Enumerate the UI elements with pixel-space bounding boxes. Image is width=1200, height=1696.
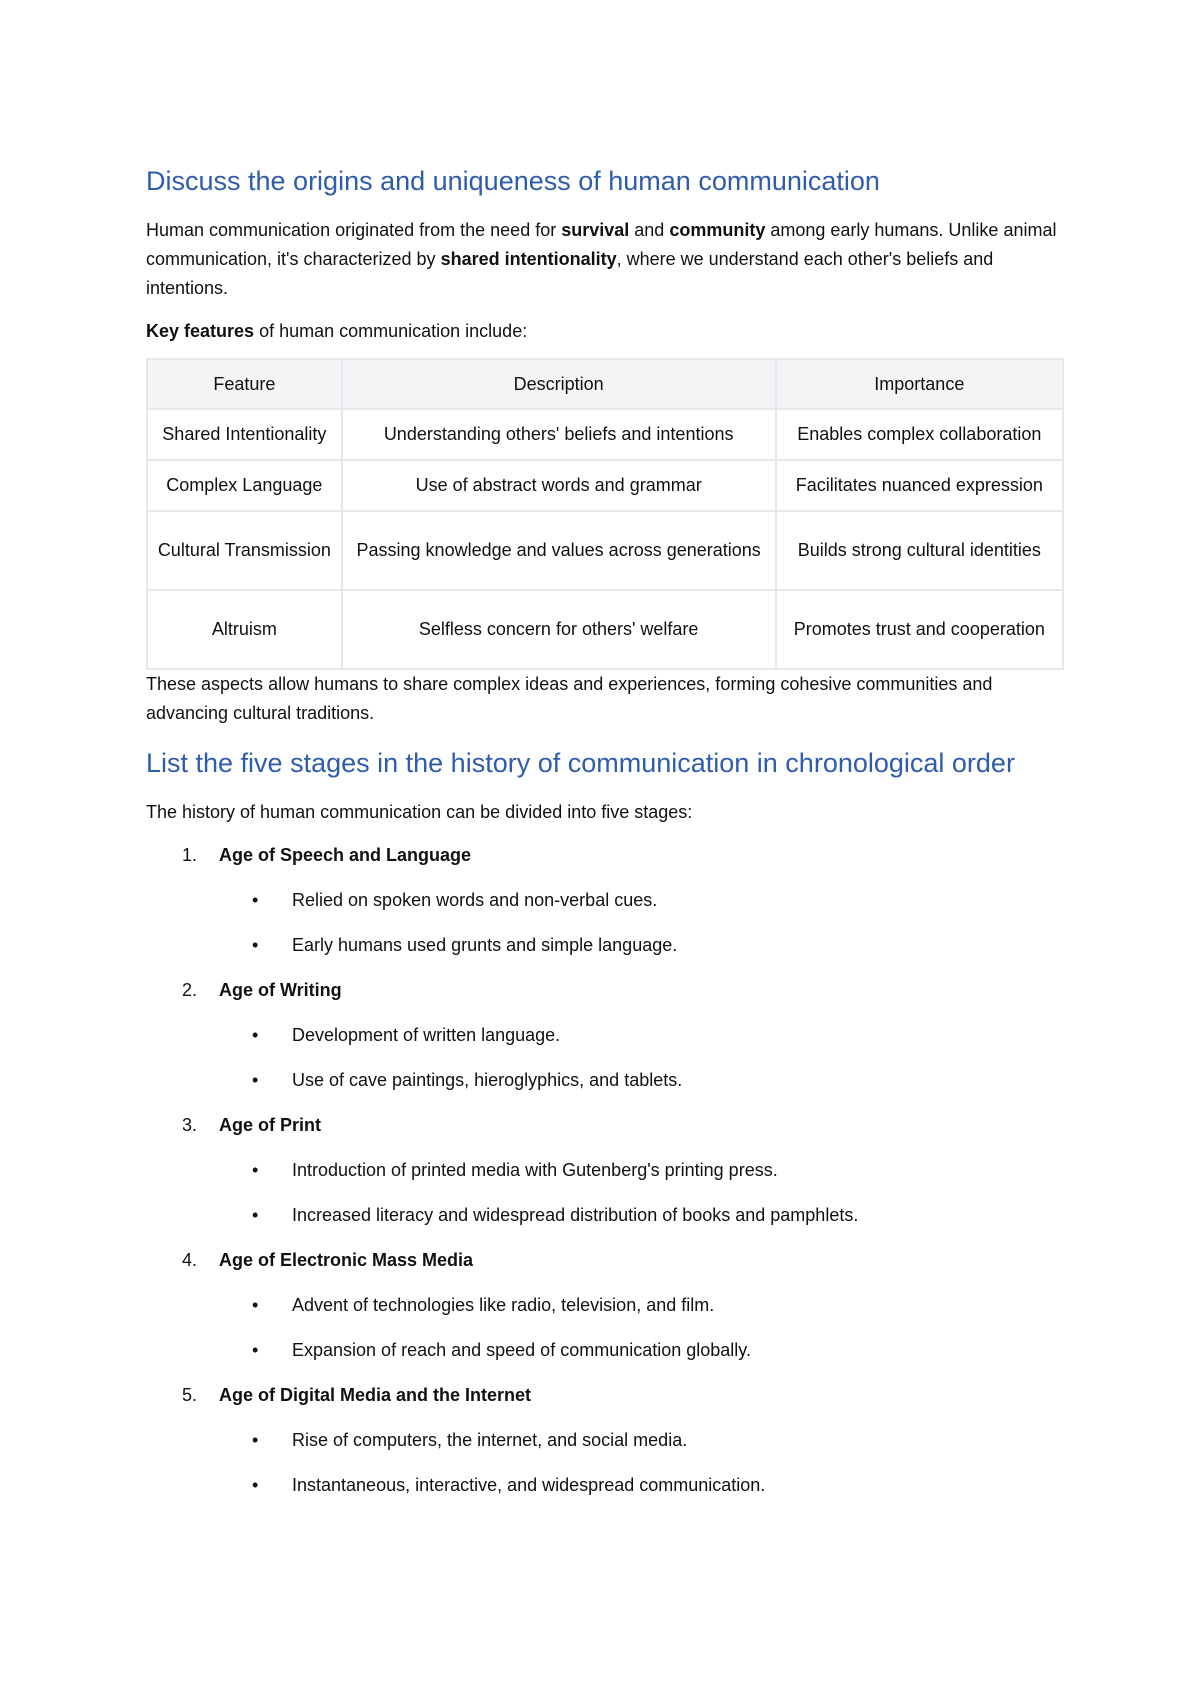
stage-point: Early humans used grunts and simple language.: [292, 935, 678, 955]
origins-intro-paragraph: [146, 216, 1064, 303]
cell-importance: Promotes trust and cooperation: [776, 590, 1063, 669]
list-item: [146, 1156, 1064, 1185]
list-item: [146, 1201, 1064, 1230]
list-item: [146, 1021, 1064, 1050]
list-item: [146, 1066, 1064, 1095]
bullet-icon: •: [252, 1070, 259, 1090]
list-item: [146, 1111, 1064, 1230]
bullet-icon: •: [252, 890, 259, 910]
stage-title: Age of Writing: [219, 980, 342, 1000]
stage-number: 2.: [182, 980, 198, 1000]
stage-point: Introduction of printed media with Gutenberg's printing press.: [292, 1160, 778, 1180]
cell-feature: Shared Intentionality: [147, 409, 342, 460]
table-row: [147, 590, 1063, 669]
list-item: [146, 931, 1064, 960]
bullet-icon: •: [252, 1160, 259, 1180]
intro-text-2: and: [629, 220, 670, 240]
header-feature: Feature: [147, 359, 342, 409]
list-item: [146, 1291, 1064, 1320]
list-item: [146, 1336, 1064, 1365]
stage-point: Relied on spoken words and non-verbal cues.: [292, 890, 658, 910]
intro-text-3: among early humans. Unlike animal communication, it's characterized by: [146, 220, 1057, 269]
stage-number: 1.: [182, 845, 198, 865]
list-item: [146, 1246, 1064, 1365]
cell-feature: Cultural Transmission: [147, 511, 342, 590]
document-page: [146, 160, 1064, 1516]
stage-point: Expansion of reach and speed of communication globally.: [292, 1340, 751, 1360]
cell-description: Use of abstract words and grammar: [342, 460, 776, 511]
table-row: [147, 409, 1063, 460]
table-row: [147, 460, 1063, 511]
list-item: [146, 841, 1064, 960]
features-table: [146, 358, 1064, 670]
stage-number: 4.: [182, 1250, 198, 1270]
intro-bold-community: community: [669, 220, 766, 240]
table-header-row: [147, 359, 1063, 409]
intro-bold-survival: survival: [561, 220, 630, 240]
stage-point: Rise of computers, the internet, and social media.: [292, 1430, 688, 1450]
cell-description: Understanding others' beliefs and intentions: [342, 409, 776, 460]
origins-closing-paragraph: These aspects allow humans to share complex ideas and experiences, forming cohesive communities and advancing cultural traditions.: [146, 674, 993, 723]
list-item: [146, 1471, 1064, 1500]
header-importance: Importance: [776, 359, 1063, 409]
intro-bold-shared-intentionality: shared intentionality: [440, 249, 617, 269]
list-item: [146, 976, 1064, 1095]
table-row: [147, 511, 1063, 590]
list-item: [146, 1426, 1064, 1455]
key-features-label: [146, 317, 1064, 346]
cell-feature: Complex Language: [147, 460, 342, 511]
cell-description: Passing knowledge and values across generations: [342, 511, 776, 590]
stage-number: 5.: [182, 1385, 198, 1405]
bullet-icon: •: [252, 1025, 259, 1045]
list-item: [146, 886, 1064, 915]
section-heading-origins: Discuss the origins and uniqueness of human communication: [146, 166, 880, 196]
cell-importance: Builds strong cultural identities: [776, 511, 1063, 590]
key-features-rest: of human communication include:: [254, 321, 528, 341]
stage-point: Use of cave paintings, hieroglyphics, and tablets.: [292, 1070, 683, 1090]
stage-title: Age of Electronic Mass Media: [219, 1250, 474, 1270]
stage-point: Advent of technologies like radio, television, and film.: [292, 1295, 715, 1315]
key-features-bold: Key features: [146, 321, 255, 341]
stage-number: 3.: [182, 1115, 198, 1135]
stage-point: Instantaneous, interactive, and widespread communication.: [292, 1475, 766, 1495]
stage-title: Age of Print: [219, 1115, 321, 1135]
cell-importance: Facilitates nuanced expression: [776, 460, 1063, 511]
stage-title: Age of Digital Media and the Internet: [219, 1385, 532, 1405]
cell-importance: Enables complex collaboration: [776, 409, 1063, 460]
header-description: Description: [342, 359, 776, 409]
bullet-icon: •: [252, 1475, 259, 1495]
stage-title: Age of Speech and Language: [219, 845, 472, 865]
bullet-icon: •: [252, 1340, 259, 1360]
intro-text-1: Human communication originated from the need for: [146, 220, 562, 240]
bullet-icon: •: [252, 935, 259, 955]
cell-feature: Altruism: [147, 590, 342, 669]
section-heading-stages: List the five stages in the history of communication in chronological order: [146, 748, 1015, 778]
intro-text-4: , where we understand each other's beliefs and intentions.: [146, 249, 994, 298]
bullet-icon: •: [252, 1205, 259, 1225]
stages-list: [146, 841, 1064, 1500]
bullet-icon: •: [252, 1430, 259, 1450]
stage-point: Increased literacy and widespread distribution of books and pamphlets.: [292, 1205, 859, 1225]
stage-point: Development of written language.: [292, 1025, 561, 1045]
bullet-icon: •: [252, 1295, 259, 1315]
cell-description: Selfless concern for others' welfare: [342, 590, 776, 669]
list-item: [146, 1381, 1064, 1500]
stages-intro-paragraph: The history of human communication can be divided into five stages:: [146, 802, 693, 822]
